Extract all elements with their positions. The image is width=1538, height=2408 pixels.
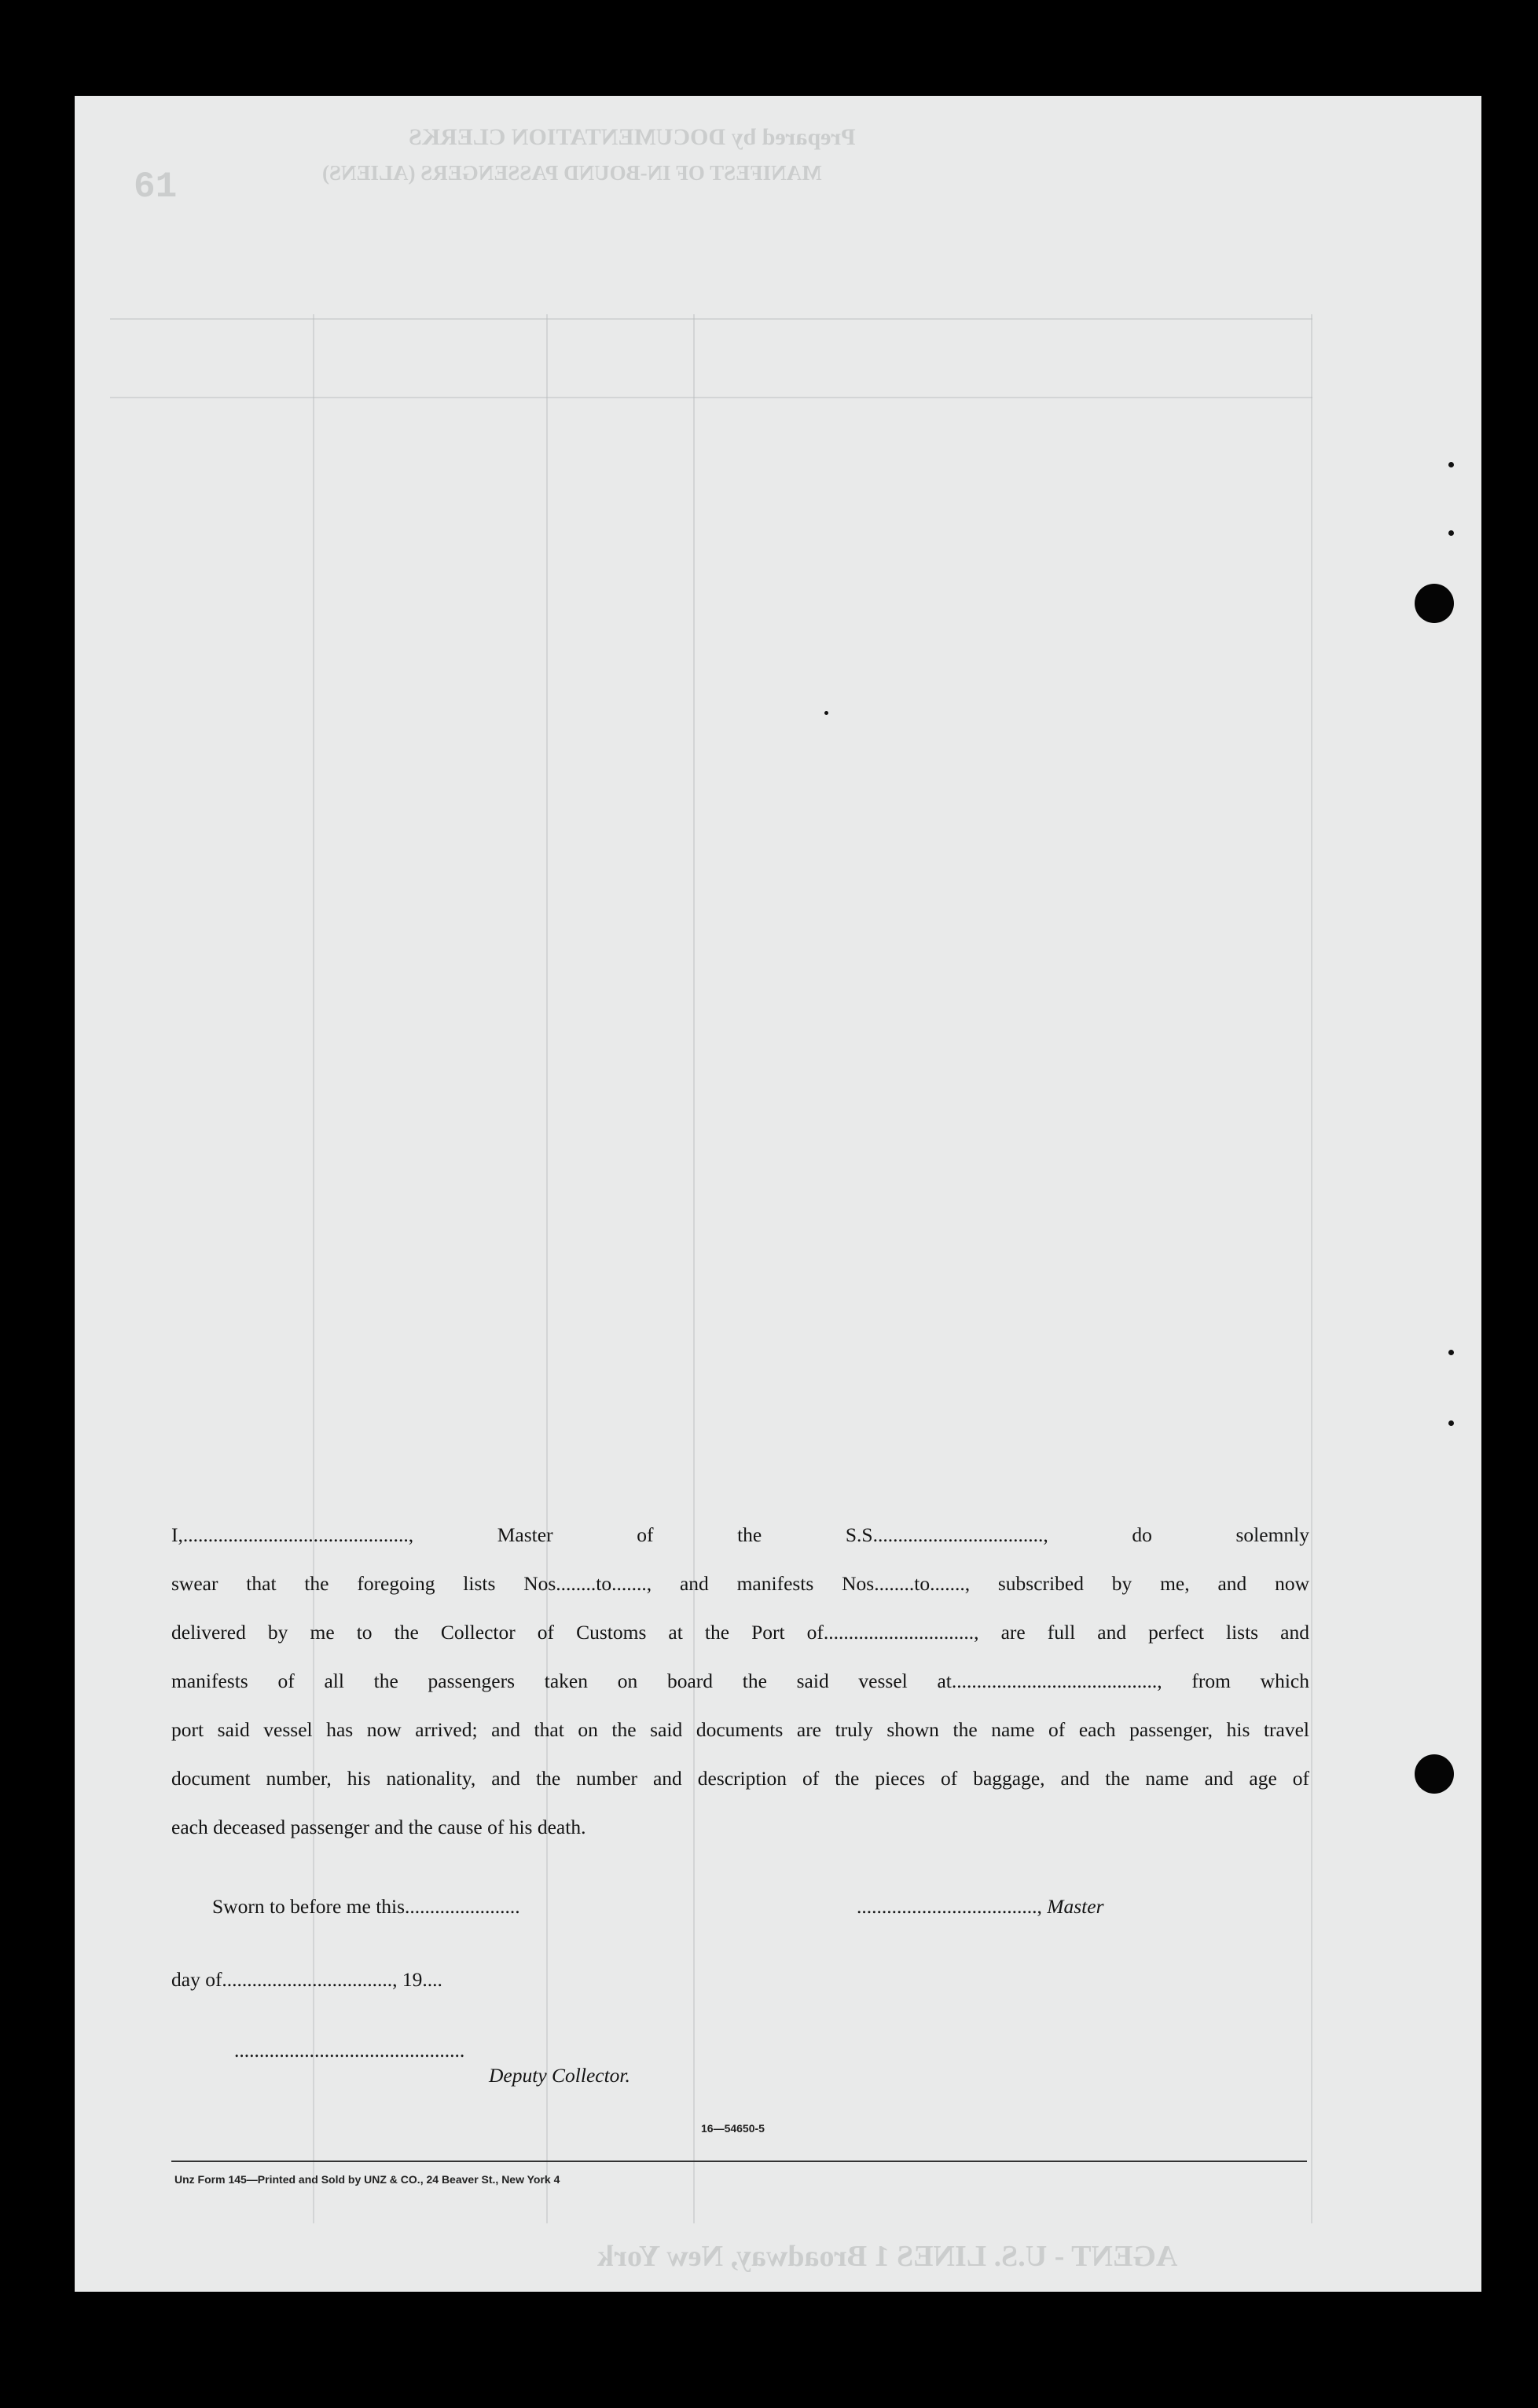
ghost-column-rule: [313, 314, 314, 2223]
form-code: 16—54650-5: [701, 2122, 765, 2135]
ghost-manifest-title: MANIFEST OF IN-BOUND PASSENGERS (ALIENS): [322, 161, 822, 185]
punch-hole: [1415, 584, 1454, 623]
oath-line: port said vessel has now arrived; and that on the said documents are truly shown the name of each passenger, his travel: [171, 1718, 1309, 1741]
deputy-signature-dots: ..............................................: [234, 2039, 465, 2062]
oath-line: document number, his nationality, and the number and description of the pieces of baggage, and the name and age of: [171, 1767, 1309, 1790]
speck: [1448, 462, 1454, 467]
master-label: Master: [1047, 1895, 1104, 1918]
manifest-page: [75, 96, 1481, 2292]
oath-line: I,............................................., Master of the S.S.................................., do solemnly: [171, 1523, 1309, 1546]
page-edge: [75, 848, 86, 2292]
ghost-page-number: 61: [134, 167, 178, 207]
deputy-collector-label: Deputy Collector.: [489, 2064, 630, 2087]
speck: [1448, 1350, 1454, 1355]
speck: [1448, 530, 1454, 536]
ghost-header-rule: [110, 318, 1312, 320]
sworn-line: Sworn to before me this.......................: [212, 1895, 520, 1918]
speck: [824, 711, 828, 715]
ghost-column-rule: [546, 314, 548, 2223]
footer-rule: [171, 2161, 1307, 2162]
printer-imprint: Unz Form 145—Printed and Sold by UNZ & CO., 24 Beaver St., New York 4: [174, 2173, 560, 2186]
ghost-column-rule: [693, 314, 695, 2223]
punch-hole: [1415, 1754, 1454, 1794]
ghost-header-rule: [110, 397, 1312, 398]
ghost-column-rule: [1311, 314, 1312, 2223]
ghost-agent-stamp: AGENT - U.S. LINES 1 Broadway, New York: [597, 2240, 1178, 2273]
day-of-line: day of.................................., 19....: [171, 1968, 442, 1991]
oath-line: swear that the foregoing lists Nos........to......., and manifests Nos........to......., subscribed by me, and now: [171, 1572, 1309, 1595]
oath-line-last: each deceased passenger and the cause of his death.: [171, 1816, 586, 1838]
master-signature-line: ...................................., Master: [857, 1895, 1104, 1918]
oath-line: delivered by me to the Collector of Customs at the Port of.............................., are full and perfect lists and: [171, 1621, 1309, 1644]
speck: [1448, 1420, 1454, 1426]
ghost-prepared-by: Prepared by DOCUMENTATION CLERKS: [409, 124, 856, 150]
oath-line: manifests of all the passengers taken on board the said vessel at........................................., from which: [171, 1669, 1309, 1692]
